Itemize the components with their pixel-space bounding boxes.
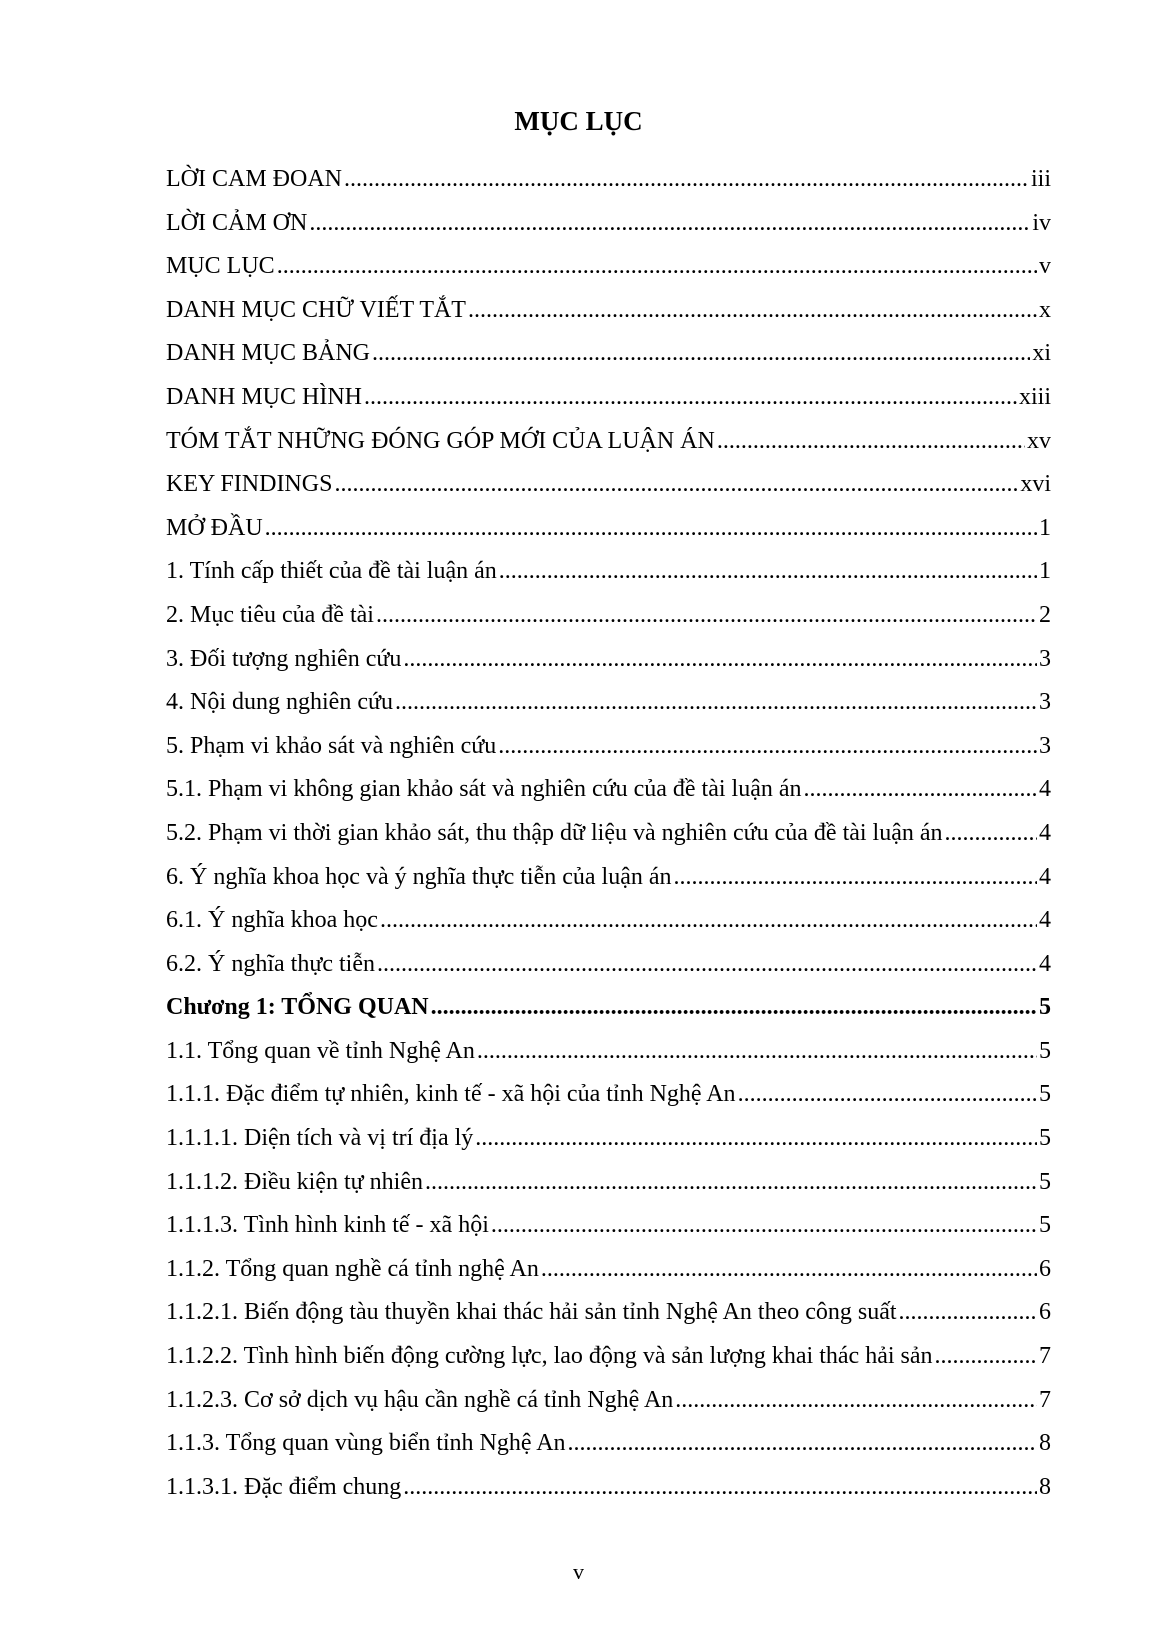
toc-entry <box>166 376 1051 420</box>
toc-entry-page: 7 <box>1039 1343 1051 1370</box>
toc-entry-title: 6.1. Ý nghĩa khoa học <box>166 907 378 934</box>
toc-entry-title: 1.1.2. Tổng quan nghề cá tỉnh nghệ An <box>166 1255 539 1282</box>
toc-entry-page: 5 <box>1039 994 1051 1021</box>
toc-dot-leader <box>372 332 1030 376</box>
toc-dot-leader <box>425 1161 1037 1205</box>
toc-dot-leader <box>403 1466 1037 1510</box>
toc-entry-title: 5.2. Phạm vi thời gian khảo sát, thu thập dữ liệu và nghiên cứu của đề tài luận án <box>166 819 943 846</box>
toc-entry-title: MỞ ĐẦU <box>166 514 263 541</box>
toc-entry-title: 6. Ý nghĩa khoa học và ý nghĩa thực tiễn của luận án <box>166 863 672 890</box>
toc-entry-title: 3. Đối tượng nghiên cứu <box>166 645 402 672</box>
toc-entry-title: 1.1.3.1. Đặc điểm chung <box>166 1473 402 1500</box>
page-title: MỤC LỤC <box>514 106 643 136</box>
toc-entry-page: 8 <box>1039 1473 1051 1500</box>
toc-entry <box>166 594 1051 638</box>
toc-entry <box>166 1030 1051 1074</box>
toc-entry-page: 5 <box>1039 1037 1051 1064</box>
toc-entry-page: 4 <box>1039 907 1051 934</box>
toc-entry-page: 4 <box>1039 819 1051 846</box>
toc-dot-leader <box>468 289 1037 333</box>
toc-dot-leader <box>568 1422 1037 1466</box>
toc-entry-page: 8 <box>1039 1430 1051 1457</box>
toc-dot-leader <box>475 1117 1037 1161</box>
toc-entry-page: xiii <box>1018 383 1051 410</box>
toc-entry-page: 1 <box>1039 558 1051 585</box>
toc-dot-leader <box>499 550 1037 594</box>
toc-dot-leader <box>899 1291 1037 1335</box>
toc-entry <box>166 1161 1051 1205</box>
toc-entry-title: 1. Tính cấp thiết của đề tài luận án <box>166 558 497 585</box>
toc-entry-page: 7 <box>1039 1386 1051 1413</box>
toc-dot-leader <box>277 245 1037 289</box>
toc-dot-leader <box>309 202 1030 246</box>
toc-dot-leader <box>491 1204 1037 1248</box>
toc-entry-page: 5 <box>1039 1212 1051 1239</box>
table-of-contents <box>166 158 1051 1509</box>
toc-entry <box>166 899 1051 943</box>
toc-entry-page: 3 <box>1039 645 1051 672</box>
toc-entry <box>166 1291 1051 1335</box>
toc-entry <box>166 289 1051 333</box>
toc-entry-title: 1.1. Tổng quan về tỉnh Nghệ An <box>166 1037 475 1064</box>
toc-entry <box>166 158 1051 202</box>
toc-dot-leader <box>380 899 1037 943</box>
toc-entry-page: 4 <box>1039 776 1051 803</box>
toc-dot-leader <box>541 1248 1037 1292</box>
toc-entry-title: LỜI CẢM ƠN <box>166 209 308 236</box>
page-number: v <box>573 1559 584 1584</box>
toc-entry-title: TÓM TẮT NHỮNG ĐÓNG GÓP MỚI CỦA LUẬN ÁN <box>166 427 715 454</box>
toc-entry-page: 2 <box>1039 601 1051 628</box>
toc-entry <box>166 856 1051 900</box>
toc-entry-page: 3 <box>1039 732 1051 759</box>
toc-entry-page: 4 <box>1039 950 1051 977</box>
toc-dot-leader <box>804 768 1037 812</box>
toc-entry <box>166 681 1051 725</box>
toc-entry <box>166 638 1051 682</box>
toc-entry-page: 1 <box>1039 514 1051 541</box>
toc-entry <box>166 507 1051 551</box>
toc-dot-leader <box>675 1379 1037 1423</box>
toc-entry-page: 5 <box>1039 1081 1051 1108</box>
toc-entry-title: 1.1.1.3. Tình hình kinh tế - xã hội <box>166 1212 489 1239</box>
toc-entry-title: 4. Nội dung nghiên cứu <box>166 689 393 716</box>
toc-entry <box>166 1073 1051 1117</box>
toc-dot-leader <box>498 725 1037 769</box>
toc-dot-leader <box>738 1073 1037 1117</box>
toc-entry-title: 2. Mục tiêu của đề tài <box>166 601 374 628</box>
toc-entry-title: DANH MỤC CHỮ VIẾT TẮT <box>166 296 466 323</box>
toc-entry <box>166 202 1051 246</box>
toc-entry <box>166 1248 1051 1292</box>
toc-entry-title: 5.1. Phạm vi không gian khảo sát và nghiên cứu của đề tài luận án <box>166 776 802 803</box>
toc-entry-title: 1.1.2.1. Biến động tàu thuyền khai thác hải sản tỉnh Nghệ An theo công suất <box>166 1299 897 1326</box>
toc-entry-page: v <box>1039 253 1051 280</box>
toc-entry-page: 5 <box>1039 1168 1051 1195</box>
toc-entry <box>166 1466 1051 1510</box>
toc-entry-page: iii <box>1030 166 1051 192</box>
toc-dot-leader <box>265 507 1037 551</box>
toc-entry-title: 1.1.1.1. Diện tích và vị trí địa lý <box>166 1125 474 1152</box>
toc-entry-title: MỤC LỤC <box>166 253 275 280</box>
toc-dot-leader <box>364 376 1017 420</box>
toc-dot-leader <box>377 943 1037 987</box>
toc-entry <box>166 812 1051 856</box>
toc-entry-page: 3 <box>1039 689 1051 716</box>
toc-entry-page: 5 <box>1039 1125 1051 1152</box>
toc-dot-leader <box>935 1335 1038 1379</box>
toc-entry <box>166 1117 1051 1161</box>
toc-entry-page: xv <box>1027 427 1051 454</box>
toc-entry-title: 1.1.1.2. Điều kiện tự nhiên <box>166 1168 423 1195</box>
toc-entry-title: 1.1.2.2. Tình hình biến động cường lực, lao động và sản lượng khai thác hải sản <box>166 1343 933 1370</box>
toc-entry <box>166 550 1051 594</box>
toc-entry-page: 6 <box>1039 1299 1051 1326</box>
toc-dot-leader <box>717 420 1025 464</box>
toc-dot-leader <box>334 463 1018 507</box>
toc-entry <box>166 332 1051 376</box>
toc-entry <box>166 725 1051 769</box>
toc-entry-page: xi <box>1032 340 1051 367</box>
toc-dot-leader <box>395 681 1037 725</box>
toc-entry-title: 6.2. Ý nghĩa thực tiễn <box>166 950 375 977</box>
toc-entry-title: LỜI CAM ĐOAN <box>166 166 342 192</box>
toc-entry <box>166 943 1051 987</box>
toc-entry-title: 5. Phạm vi khảo sát và nghiên cứu <box>166 732 497 759</box>
toc-entry-title: 1.1.1. Đặc điểm tự nhiên, kinh tế - xã hội của tỉnh Nghệ An <box>166 1081 736 1108</box>
toc-entry <box>166 986 1051 1030</box>
toc-entry <box>166 768 1051 812</box>
toc-dot-leader <box>674 856 1037 900</box>
toc-entry <box>166 1335 1051 1379</box>
toc-entry-title: Chương 1: TỔNG QUAN <box>166 994 429 1021</box>
toc-entry-title: 1.1.3. Tổng quan vùng biển tỉnh Nghệ An <box>166 1430 566 1457</box>
toc-entry-page: 6 <box>1039 1255 1051 1282</box>
toc-entry-title: DANH MỤC HÌNH <box>166 383 362 410</box>
toc-dot-leader <box>477 1030 1037 1074</box>
toc-dot-leader <box>376 594 1037 638</box>
toc-entry-page: xvi <box>1020 471 1051 498</box>
toc-entry <box>166 1422 1051 1466</box>
toc-entry-title: DANH MỤC BẢNG <box>166 340 371 367</box>
toc-dot-leader <box>403 638 1037 682</box>
toc-entry <box>166 420 1051 464</box>
toc-entry <box>166 245 1051 289</box>
toc-entry-page: 4 <box>1039 863 1051 890</box>
toc-entry-page: iv <box>1032 209 1051 236</box>
toc-entry <box>166 1379 1051 1423</box>
toc-dot-leader <box>344 158 1029 202</box>
toc-dot-leader <box>945 812 1037 856</box>
toc-entry <box>166 463 1051 507</box>
toc-entry <box>166 1204 1051 1248</box>
toc-dot-leader <box>431 986 1037 1030</box>
toc-entry-title: KEY FINDINGS <box>166 471 333 498</box>
toc-entry-title: 1.1.2.3. Cơ sở dịch vụ hậu cần nghề cá tỉnh Nghệ An <box>166 1386 674 1413</box>
toc-entry-page: x <box>1039 296 1051 323</box>
